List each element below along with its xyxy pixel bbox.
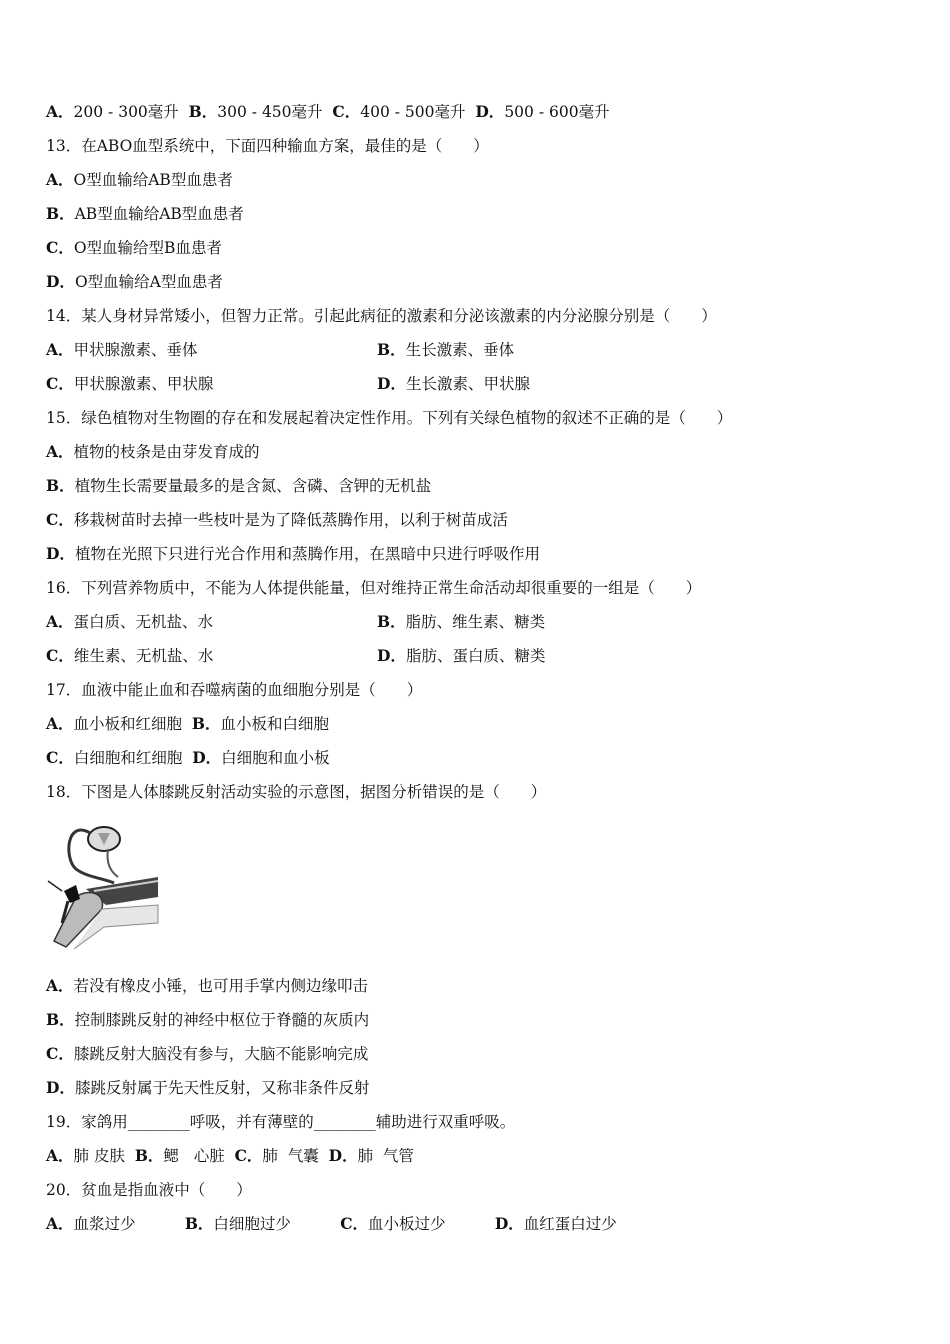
option-d bbox=[377, 367, 530, 401]
option-text: 白细胞过少 bbox=[213, 1215, 341, 1233]
option-text: 维生素、无机盐、水 bbox=[73, 647, 214, 665]
option-label: D． bbox=[46, 544, 75, 563]
option-label: A． bbox=[46, 1146, 74, 1165]
option-text: 400 - 500毫升 bbox=[360, 103, 476, 121]
option-label: A． bbox=[46, 442, 74, 461]
option-label: B． bbox=[184, 1214, 214, 1233]
option-text: 白细胞和血小板 bbox=[221, 749, 330, 767]
option-label: C． bbox=[46, 646, 74, 665]
option-text: 鳃 心脏 bbox=[163, 1147, 235, 1165]
q13-option-b bbox=[46, 197, 906, 231]
option-b bbox=[377, 333, 514, 367]
option-label: A． bbox=[46, 714, 74, 733]
option-label: C． bbox=[46, 510, 74, 529]
q14-stem: 14．某人身材异常矮小，但智力正常。引起此病征的激素和分泌该激素的内分泌腺分别是（ ） bbox=[46, 307, 717, 325]
q17-stem: 17．血液中能止血和吞噬病菌的血细胞分别是（ ） bbox=[46, 681, 423, 699]
option-text: 血小板和红细胞 bbox=[73, 715, 192, 733]
option-text: 膝跳反射属于先天性反射，又称非条件反射 bbox=[74, 1079, 370, 1097]
option-d bbox=[377, 639, 545, 673]
option-label: C． bbox=[332, 102, 361, 121]
q15-option-a bbox=[46, 435, 906, 469]
option-text: 200 - 300毫升 bbox=[73, 103, 189, 121]
option-text: 甲状腺激素、垂体 bbox=[73, 341, 198, 359]
q15-option-b bbox=[46, 469, 906, 503]
q18-stem: 18．下图是人体膝跳反射活动实验的示意图，据图分析错误的是（ ） bbox=[46, 783, 547, 801]
q18-option-b bbox=[46, 1003, 906, 1037]
option-text: 肺 皮肤 bbox=[73, 1147, 135, 1165]
option-label: C． bbox=[46, 748, 74, 767]
knee-jerk-reflex-figure bbox=[46, 809, 906, 969]
option-label: C． bbox=[46, 1044, 74, 1063]
option-label: D． bbox=[46, 1078, 75, 1097]
q13-option-a bbox=[46, 163, 906, 197]
q13-option-d bbox=[46, 265, 906, 299]
q16-options-cd bbox=[46, 639, 906, 673]
option-label: B． bbox=[46, 204, 75, 223]
option-label: D． bbox=[328, 1146, 358, 1165]
option-label: A． bbox=[46, 1214, 74, 1233]
q20-stem: 20．贫血是指血液中（ ） bbox=[46, 1181, 252, 1199]
option-text: 若没有橡皮小锤，也可用手掌内侧边缘叩击 bbox=[73, 977, 369, 995]
option-text: 植物生长需要量最多的是含氮、含磷、含钾的无机盐 bbox=[74, 477, 432, 495]
option-text: 白细胞和红细胞 bbox=[73, 749, 193, 767]
q19-options bbox=[46, 1139, 906, 1173]
option-label: B． bbox=[134, 1146, 164, 1165]
q15-option-d bbox=[46, 537, 906, 571]
option-text: AB型血输给AB型血患者 bbox=[74, 205, 244, 223]
option-text: O型血输给A型血患者 bbox=[74, 273, 223, 291]
q20-options bbox=[46, 1207, 906, 1241]
option-label: A． bbox=[46, 340, 74, 359]
option-label: A． bbox=[46, 976, 74, 995]
option-label: D． bbox=[475, 102, 505, 121]
option-text: 血小板和白细胞 bbox=[220, 715, 330, 733]
option-text: 生长激素、甲状腺 bbox=[405, 375, 530, 393]
option-text: 300 - 450毫升 bbox=[217, 103, 333, 121]
q15-option-c bbox=[46, 503, 906, 537]
option-label: D． bbox=[377, 374, 406, 393]
option-text: 膝跳反射大脑没有参与，大脑不能影响完成 bbox=[73, 1045, 369, 1063]
option-text: 脂肪、蛋白质、糖类 bbox=[405, 647, 546, 665]
q17-options-cd bbox=[46, 741, 906, 775]
option-text: O型血输给型B血患者 bbox=[73, 239, 222, 257]
q14-options-cd bbox=[46, 367, 906, 401]
option-text: 移栽树苗时去掉一些枝叶是为了降低蒸腾作用，以利于树苗成活 bbox=[73, 511, 508, 529]
q18-option-c bbox=[46, 1037, 906, 1071]
option-text: 血浆过少 bbox=[73, 1215, 185, 1233]
q14-options-ab bbox=[46, 333, 906, 367]
q18-option-d bbox=[46, 1071, 906, 1105]
option-text: 植物的枝条是由芽发育成的 bbox=[73, 443, 260, 461]
option-text: 肺 气管 bbox=[357, 1147, 414, 1165]
option-label: C． bbox=[340, 1214, 369, 1233]
option-label: A． bbox=[46, 612, 74, 631]
q16-stem: 16．下列营养物质中，不能为人体提供能量，但对维持正常生命活动却很重要的一组是（ ） bbox=[46, 579, 702, 597]
option-label: B． bbox=[191, 714, 221, 733]
q17-options-ab bbox=[46, 707, 906, 741]
option-text: 植物在光照下只进行光合作用和蒸腾作用，在黑暗中只进行呼吸作用 bbox=[74, 545, 540, 563]
option-label: B． bbox=[377, 340, 406, 359]
option-label: B． bbox=[377, 612, 406, 631]
option-text: 肺 气囊 bbox=[262, 1147, 329, 1165]
option-label: B． bbox=[188, 102, 218, 121]
option-b bbox=[377, 605, 545, 639]
option-text: 脂肪、维生素、糖类 bbox=[405, 613, 546, 631]
option-label: D． bbox=[192, 748, 222, 767]
q18-option-a bbox=[46, 969, 906, 1003]
option-label: C． bbox=[46, 374, 74, 393]
option-label: B． bbox=[46, 476, 75, 495]
option-text: 蛋白质、无机盐、水 bbox=[73, 613, 214, 631]
option-label: B． bbox=[46, 1010, 75, 1029]
option-label: D． bbox=[494, 1214, 524, 1233]
q16-options-ab bbox=[46, 605, 906, 639]
option-text: 血小板过少 bbox=[368, 1215, 495, 1233]
q13-option-c bbox=[46, 231, 906, 265]
q13-stem: 13．在ABO血型系统中，下面四种输血方案，最佳的是（ ） bbox=[46, 137, 489, 155]
option-text: 血红蛋白过少 bbox=[523, 1215, 617, 1233]
q12-options bbox=[46, 95, 906, 129]
q15-stem: 15．绿色植物对生物圈的存在和发展起着决定性作用。下列有关绿色植物的叙述不正确的是（ ） bbox=[46, 409, 733, 427]
option-text: 500 - 600毫升 bbox=[504, 103, 610, 121]
option-label: D． bbox=[46, 272, 75, 291]
option-label: A． bbox=[46, 102, 74, 121]
option-label: C． bbox=[46, 238, 74, 257]
knee-reflex-illustration bbox=[46, 819, 166, 949]
option-text: 控制膝跳反射的神经中枢位于脊髓的灰质内 bbox=[74, 1011, 370, 1029]
option-text: 生长激素、垂体 bbox=[405, 341, 515, 359]
option-label: C． bbox=[234, 1146, 263, 1165]
option-label: D． bbox=[377, 646, 406, 665]
document-page bbox=[46, 95, 906, 1241]
option-text: O型血输给AB型血患者 bbox=[73, 171, 233, 189]
q19-stem: 19．家鸽用________呼吸，并有薄壁的________辅助进行双重呼吸。 bbox=[46, 1113, 516, 1131]
option-text: 甲状腺激素、甲状腺 bbox=[73, 375, 214, 393]
option-label: A． bbox=[46, 170, 74, 189]
